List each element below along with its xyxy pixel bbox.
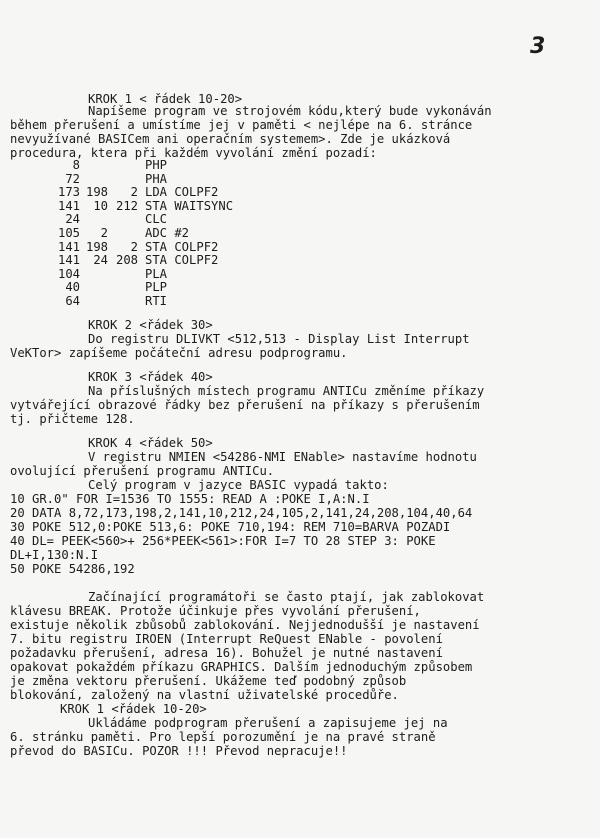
listing-row bbox=[52, 294, 167, 308]
listing-byte1: 173 bbox=[57, 185, 80, 200]
paragraph-line: Ukládáme podprogram přerušení a zapisujeme jej na bbox=[88, 716, 448, 730]
paragraph-line: převod do BASICu. POZOR !!! Převod nepracuje!! bbox=[10, 744, 348, 758]
listing-byte3: 212 bbox=[115, 198, 138, 213]
listing-byte1: 141 bbox=[57, 253, 80, 268]
listing-byte1: 141 bbox=[57, 198, 80, 213]
listing-instruction: CLC bbox=[145, 212, 168, 227]
listing-byte1: 105 bbox=[57, 226, 80, 240]
basic-line: 10 GR.0" FOR I=1536 TO 1555: READ A :POKE I,A:N.I bbox=[10, 492, 370, 506]
listing-byte1: 64 bbox=[65, 294, 80, 308]
listing-row bbox=[52, 185, 218, 199]
paragraph-line: vytvářející obrazové řádky bez přerušení na příkazy s přerušením bbox=[10, 398, 480, 412]
listing-instruction: LDA COLPF2 bbox=[145, 185, 219, 200]
listing-row bbox=[52, 212, 167, 226]
paragraph-line: procedura, ktera při každém vyvolání změní pozadí: bbox=[10, 146, 377, 160]
paragraph-line: 7. bitu registru IROEN (Interrupt ReQuest ENable - povolení bbox=[10, 632, 443, 646]
listing-instruction: PLP bbox=[145, 280, 168, 295]
listing-instruction: ADC #2 bbox=[145, 226, 190, 240]
listing-byte1: 72 bbox=[65, 171, 80, 186]
listing-row bbox=[52, 240, 218, 254]
paragraph-line: požadavku přerušení, adresa 16). Bohužel je nutné nastavení bbox=[10, 646, 443, 660]
listing-byte1: 24 bbox=[65, 212, 80, 227]
paragraph-line: VeKTor> zapíšeme počáteční adresu podprogramu. bbox=[10, 346, 348, 360]
basic-line: DL+I,130:N.I bbox=[10, 548, 99, 562]
listing-byte2: 198 bbox=[85, 185, 108, 200]
step2-heading: KROK 2 <řádek 30> bbox=[88, 318, 213, 332]
paragraph-line: Začínající programátoři se často ptají, jak zablokovat bbox=[88, 590, 485, 604]
listing-instruction: PLA bbox=[145, 266, 168, 281]
listing-instruction: STA WAITSYNC bbox=[145, 198, 234, 213]
basic-line: 50 POKE 54286,192 bbox=[10, 562, 135, 576]
basic-line: 40 DL= PEEK<560>+ 256*PEEK<561>:FOR I=7 TO 28 STEP 3: POKE bbox=[10, 534, 436, 548]
paragraph-line: Napíšeme program ve strojovém kódu,který bude vykonáván bbox=[88, 104, 492, 118]
listing-byte1: 104 bbox=[57, 266, 80, 281]
step3-heading: KROK 3 <řádek 40> bbox=[88, 370, 213, 384]
paragraph-line: tj. přičteme 128. bbox=[10, 412, 135, 426]
listing-instruction: STA COLPF2 bbox=[145, 253, 219, 268]
paragraph-line: V registru NMIEN <54286-NMI ENable> nastavíme hodnotu bbox=[88, 450, 477, 464]
paragraph-line: existuje několik zbůsobů zablokování. Nejjednodušší je nastavení bbox=[10, 618, 480, 632]
listing-byte3: 2 bbox=[130, 185, 138, 200]
listing-instruction: PHA bbox=[145, 171, 168, 186]
listing-row bbox=[52, 267, 167, 281]
paragraph-line: je změna vektoru přerušení. Ukážeme teď podobný způsob bbox=[10, 674, 407, 688]
paragraph-line: Do registru DLIVKT <512,513 - Display List Interrupt bbox=[88, 332, 470, 346]
paragraph-line: klávesu BREAK. Protože účinkuje přes vyvolání přerušení, bbox=[10, 604, 421, 618]
step1-heading: KROK 1 < řádek 10-20> bbox=[88, 92, 243, 106]
basic-line: 30 POKE 512,0:POKE 513,6: POKE 710,194: REM 710=BARVA POZADI bbox=[10, 520, 451, 534]
paragraph-line: ovolující přerušení programu ANTICu. bbox=[10, 464, 275, 478]
listing-byte2: 24 bbox=[93, 253, 108, 268]
step4-heading: KROK 4 <řádek 50> bbox=[88, 436, 213, 450]
listing-byte3: 2 bbox=[130, 239, 138, 254]
page-number: 3 bbox=[530, 34, 546, 59]
basic-line: 20 DATA 8,72,173,198,2,141,10,212,24,105,2,141,24,208,104,40,64 bbox=[10, 506, 473, 520]
listing-byte2: 10 bbox=[93, 198, 108, 213]
listing-row bbox=[52, 280, 167, 294]
listing-row bbox=[52, 158, 167, 172]
listing-byte1: 141 bbox=[57, 239, 80, 254]
listing-byte3: 208 bbox=[115, 253, 138, 268]
listing-instruction: STA COLPF2 bbox=[145, 239, 219, 254]
step1b-heading: KROK 1 <řádek 10-20> bbox=[60, 702, 207, 716]
paragraph-line: Celý program v jazyce BASIC vypadá takto: bbox=[88, 478, 389, 492]
paragraph-line: během přerušení a umístíme jej v paměti < nejlépe na 6. stránce bbox=[10, 118, 473, 132]
paragraph-line: 6. stránku paměti. Pro lepší porozumění je na pravé straně bbox=[10, 730, 436, 744]
listing-byte2: 198 bbox=[85, 239, 108, 254]
listing-byte1: 8 bbox=[72, 158, 80, 172]
listing-row bbox=[52, 226, 189, 240]
paragraph-line: blokování, založený na vlastní uživatelské procedůře. bbox=[10, 688, 399, 702]
listing-row bbox=[52, 172, 167, 186]
paragraph-line: opakovat pokaždém příkazu GRAPHICS. Dalším jednoduchým způsobem bbox=[10, 660, 473, 674]
listing-byte1: 40 bbox=[65, 280, 80, 295]
listing-row bbox=[52, 199, 233, 213]
listing-instruction: PHP bbox=[145, 158, 168, 172]
listing-byte2: 2 bbox=[100, 226, 108, 240]
listing-row bbox=[52, 253, 218, 267]
listing-instruction: RTI bbox=[145, 294, 168, 308]
paragraph-line: Na příslušných místech programu ANTICu změníme příkazy bbox=[88, 384, 485, 398]
paragraph-line: nevyužívané BASICem ani operačním systemem>. Zde je ukázková bbox=[10, 132, 451, 146]
